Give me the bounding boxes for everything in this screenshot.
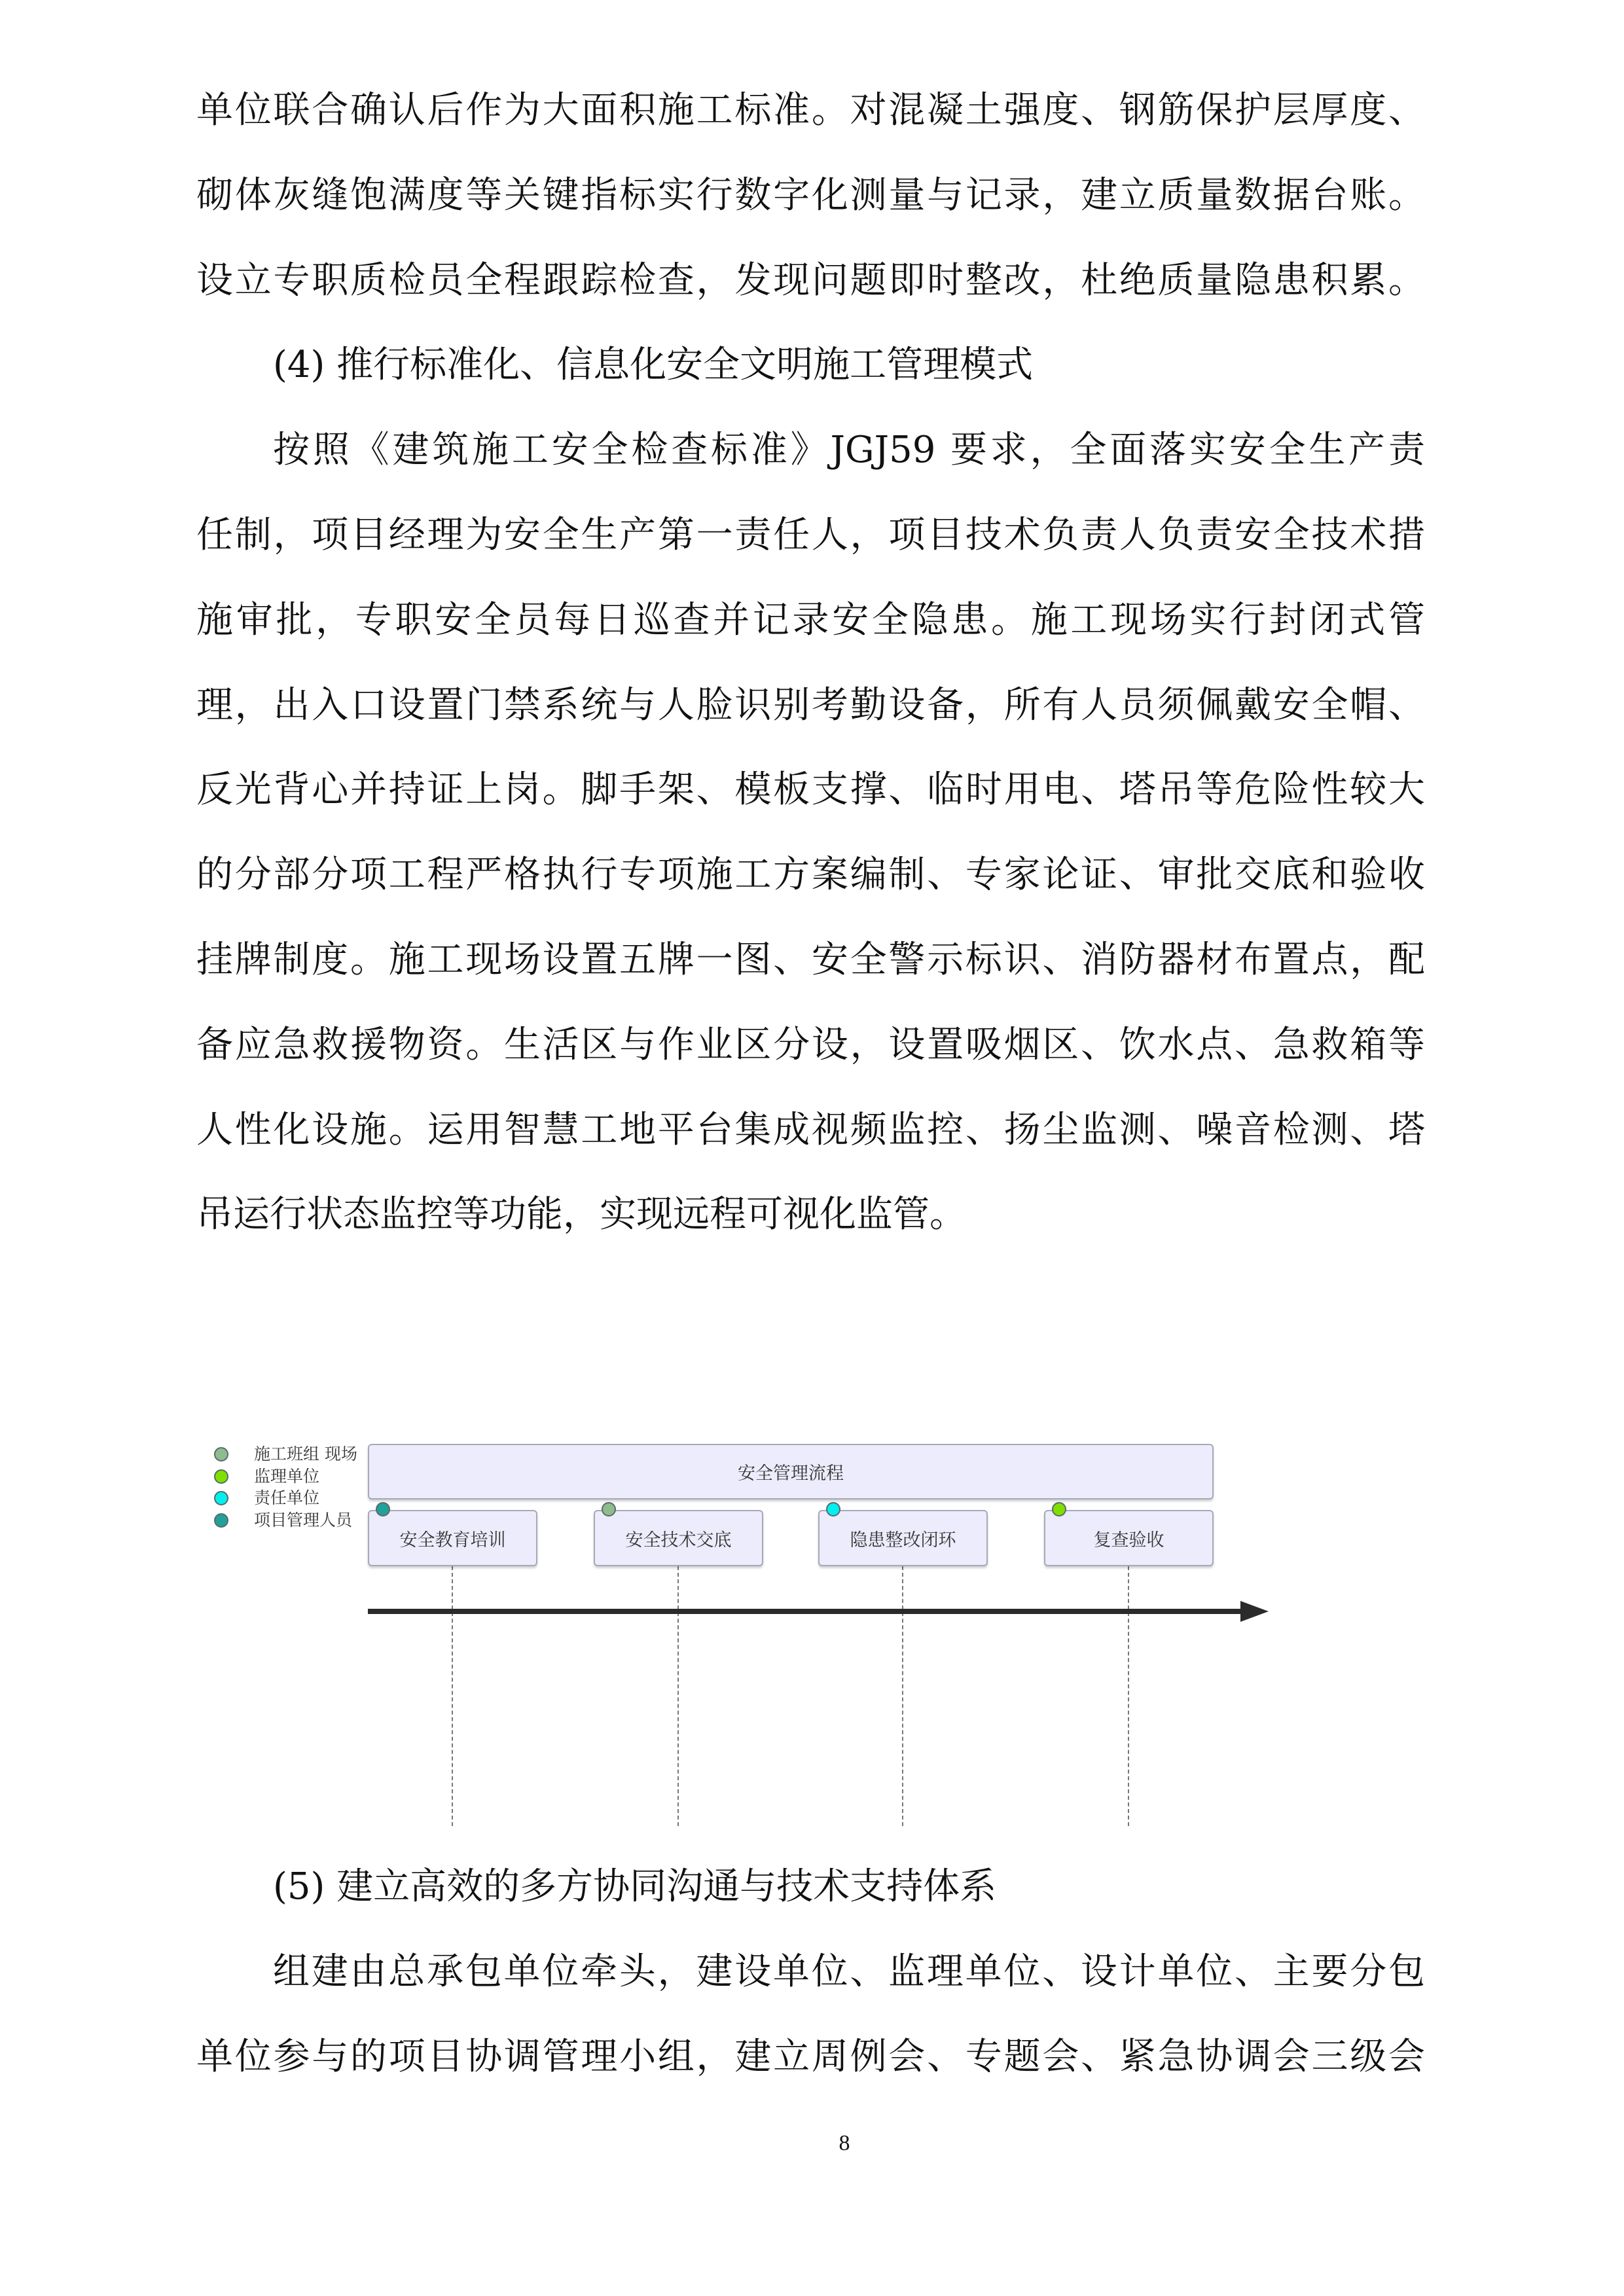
- paragraph-line: 按照《建筑施工安全检查标准》JGJ59 要求，全面落实安全生产责: [273, 429, 1425, 472]
- flow-header-box: [368, 1444, 1214, 1499]
- paragraph-line: 的分部分项工程严格执行专项施工方案编制、专家论证、审批交底和验收: [196, 853, 1425, 897]
- paragraph-line: 单位参与的项目协调管理小组，建立周例会、专题会、紧急协调会三级会: [196, 2036, 1425, 2078]
- step-marker-dot-icon: [1052, 1502, 1066, 1516]
- paragraph-line: 备应急救援物资。生活区与作业区分设，设置吸烟区、饮水点、急救箱等: [196, 1023, 1425, 1066]
- legend-dot-icon: [214, 1447, 228, 1462]
- flow-step-label: 复查验收: [1093, 1530, 1164, 1551]
- flow-header-label: 安全管理流程: [738, 1463, 844, 1484]
- legend-label: 施工班组 现场: [254, 1444, 357, 1463]
- flow-step-box: [594, 1510, 763, 1566]
- flow-step-label: 安全教育培训: [399, 1530, 506, 1551]
- paragraph-line: 组建由总承包单位牵头，建设单位、监理单位、设计单位、主要分包: [273, 1950, 1425, 1993]
- flow-step-label: 安全技术交底: [625, 1530, 732, 1551]
- paragraph-line: 单位联合确认后作为大面积施工标准。对混凝土强度、钢筋保护层厚度、: [196, 89, 1425, 132]
- legend-dot-icon: [214, 1469, 228, 1484]
- paragraph-line: 砌体灰缝饱满度等关键指标实行数字化测量与记录，建立质量数据台账。: [196, 173, 1425, 217]
- section-heading: (5) 建立高效的多方协同沟通与技术支持体系: [273, 1865, 997, 1908]
- flow-step-box: [368, 1510, 537, 1566]
- timeline-arrow-icon: [367, 1597, 1270, 1626]
- paragraph-line: 挂牌制度。施工现场设置五牌一图、安全警示标识、消防器材布置点，配: [196, 939, 1425, 981]
- paragraph-line: 任制，项目经理为安全生产第一责任人，项目技术负责人负责安全技术措: [196, 514, 1425, 556]
- legend-label: 项目管理人员: [254, 1511, 353, 1530]
- paragraph-line: 施审批，专职安全员每日巡查并记录安全隐患。施工现场实行封闭式管: [196, 598, 1425, 641]
- step-marker-dot-icon: [376, 1502, 390, 1516]
- paragraph-line: 吊运行状态监控等功能，实现远程可视化监管。: [196, 1193, 966, 1236]
- section-heading: (4) 推行标准化、信息化安全文明施工管理模式: [273, 344, 1034, 387]
- paragraph-line: 反光背心并持证上岗。脚手架、模板支撑、临时用电、塔吊等危险性较大: [196, 768, 1425, 812]
- flow-step-label: 隐患整改闭环: [850, 1530, 956, 1551]
- paragraph-line: 设立专职质检员全程跟踪检查，发现问题即时整改，杜绝质量隐患积累。: [196, 259, 1425, 302]
- legend-dot-icon: [214, 1513, 228, 1528]
- step-marker-dot-icon: [602, 1502, 616, 1516]
- legend-label: 责任单位: [254, 1488, 320, 1507]
- flow-step-box: [818, 1510, 988, 1566]
- paragraph-line: 人性化设施。运用智慧工地平台集成视频监控、扬尘监测、噪音检测、塔: [196, 1108, 1425, 1151]
- flow-step-box: [1044, 1510, 1214, 1566]
- legend-dot-icon: [214, 1491, 228, 1505]
- paragraph-line: 理，出入口设置门禁系统与人脸识别考勤设备，所有人员须佩戴安全帽、: [196, 683, 1425, 726]
- page-number: 8: [839, 2131, 850, 2155]
- step-marker-dot-icon: [826, 1502, 840, 1516]
- legend-label: 监理单位: [254, 1467, 320, 1486]
